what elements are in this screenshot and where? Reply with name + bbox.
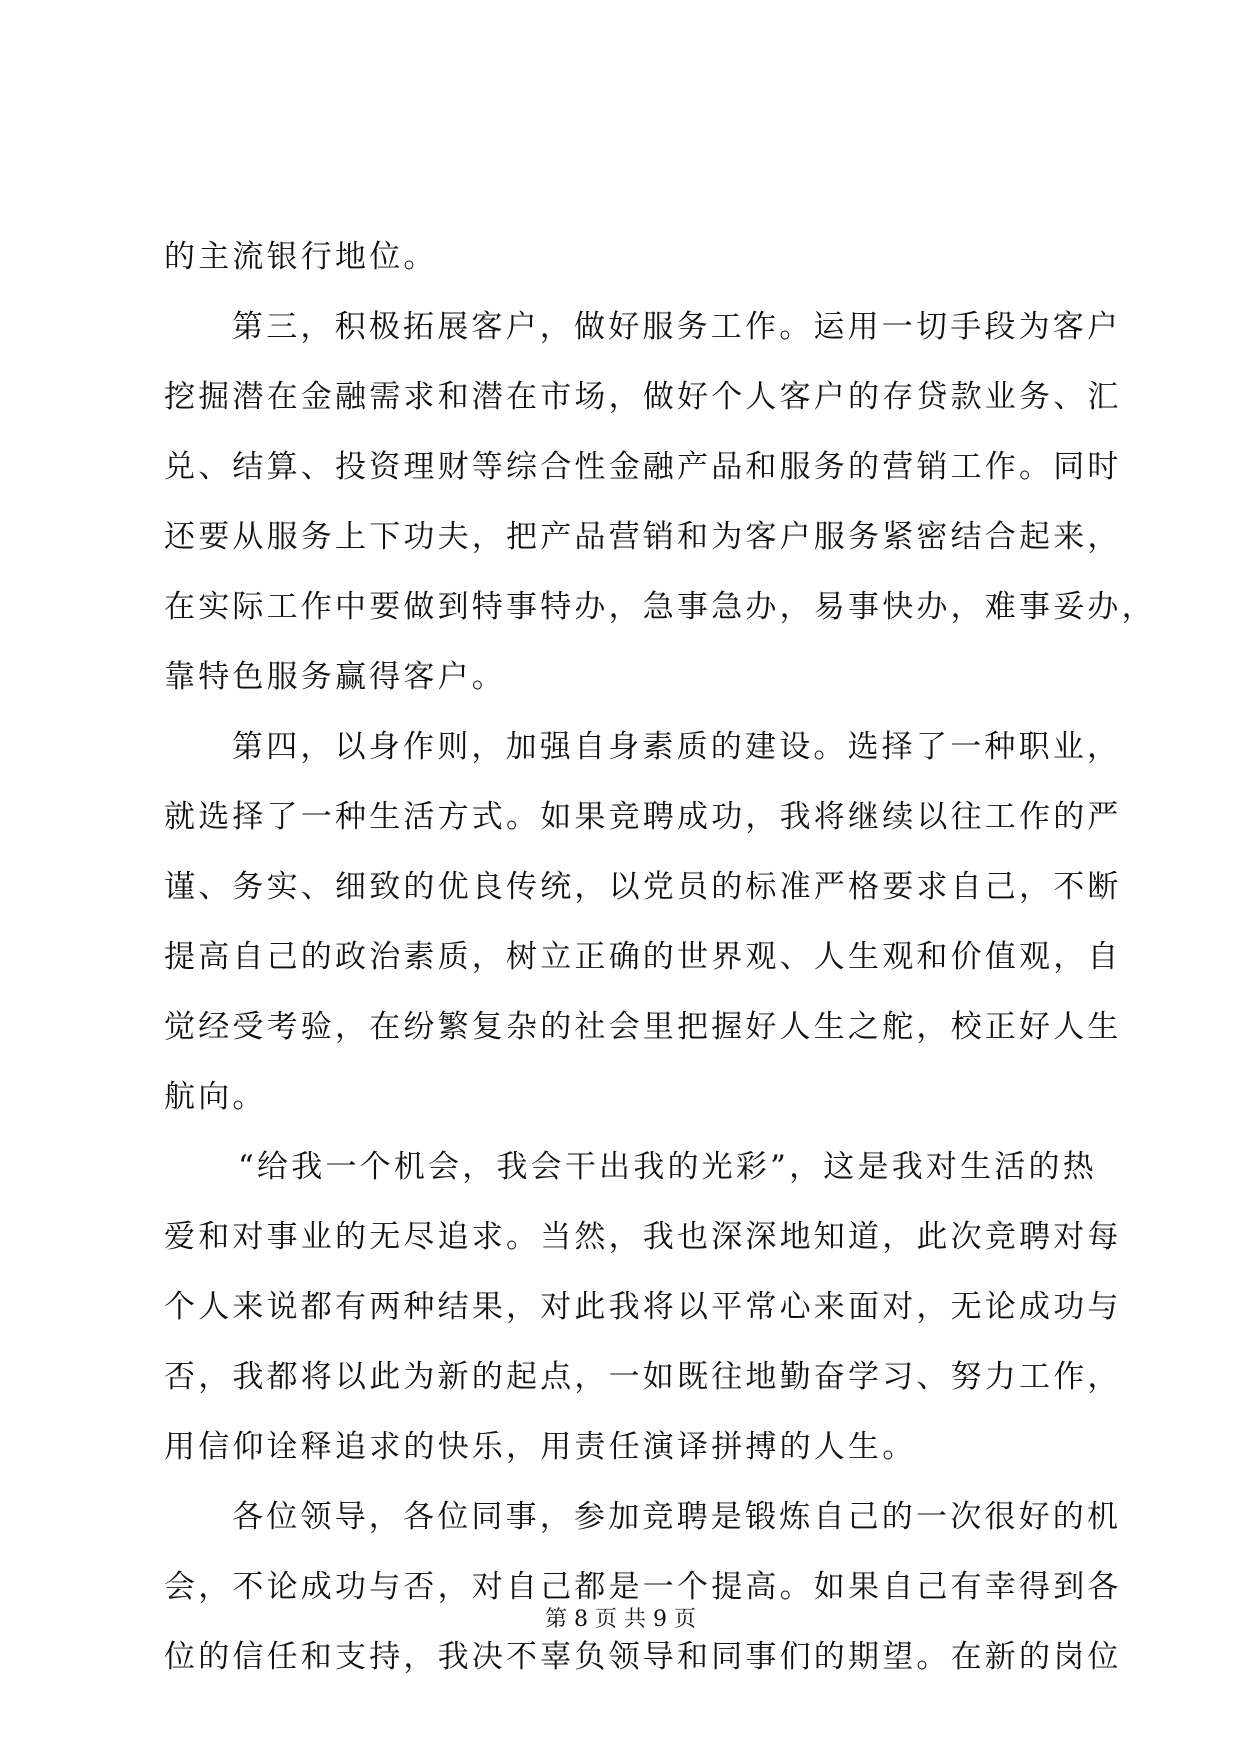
text-line-20: 会，不论成功与否，对自己都是一个提高。如果自己有幸得到各 bbox=[164, 1569, 1122, 1605]
text-line-4: 兑、结算、投资理财等综合性金融产品和服务的营销工作。同时 bbox=[164, 449, 1122, 485]
text-line-3: 挖掘潜在金融需求和潜在市场，做好个人客户的存贷款业务、汇 bbox=[164, 379, 1122, 415]
text-line-16: 个人来说都有两种结果，对此我将以平常心来面对，无论成功与 bbox=[164, 1289, 1122, 1325]
text-line-18: 用信仰诠释追求的快乐，用责任演译拼搏的人生。 bbox=[164, 1429, 917, 1465]
text-line-17: 否，我都将以此为新的起点，一如既往地勤奋学习、努力工作， bbox=[164, 1359, 1122, 1395]
text-line-6: 在实际工作中要做到特事特办，急事急办，易事快办，难事妥办， bbox=[164, 589, 1156, 625]
quote-paragraph-start: “给我一个机会，我会干出我的光彩”，这是我对生活的热 bbox=[238, 1149, 1097, 1185]
text-line-13: 航向。 bbox=[164, 1079, 267, 1115]
page-number-footer: 第 8 页 共 9 页 bbox=[545, 1607, 696, 1632]
text-line-1: 的主流银行地位。 bbox=[164, 239, 438, 275]
text-line-5: 还要从服务上下功夫，把产品营销和为客户服务紧密结合起来， bbox=[164, 519, 1122, 555]
text-line-9: 就选择了一种生活方式。如果竞聘成功，我将继续以往工作的严 bbox=[164, 799, 1122, 835]
closing-paragraph-start: 各位领导，各位同事，参加竞聘是锻炼自己的一次很好的机 bbox=[232, 1499, 1122, 1535]
text-line-11: 提高自己的政治素质，树立正确的世界观、人生观和价值观，自 bbox=[164, 939, 1122, 975]
paragraph-3-start: 第三，积极拓展客户，做好服务工作。运用一切手段为客户 bbox=[232, 309, 1122, 345]
text-line-12: 觉经受考验，在纷繁复杂的社会里把握好人生之舵，校正好人生 bbox=[164, 1009, 1122, 1045]
text-line-10: 谨、务实、细致的优良传统，以党员的标准严格要求自己，不断 bbox=[164, 869, 1122, 905]
paragraph-4-start: 第四，以身作则，加强自身素质的建设。选择了一种职业， bbox=[232, 729, 1122, 765]
text-line-21: 位的信任和支持，我决不辜负领导和同事们的期望。在新的岗位 bbox=[164, 1639, 1122, 1675]
text-line-7: 靠特色服务赢得客户。 bbox=[164, 659, 506, 695]
document-body bbox=[164, 222, 1156, 1692]
text-line-15: 爱和对事业的无尽追求。当然，我也深深地知道，此次竞聘对每 bbox=[164, 1219, 1122, 1255]
